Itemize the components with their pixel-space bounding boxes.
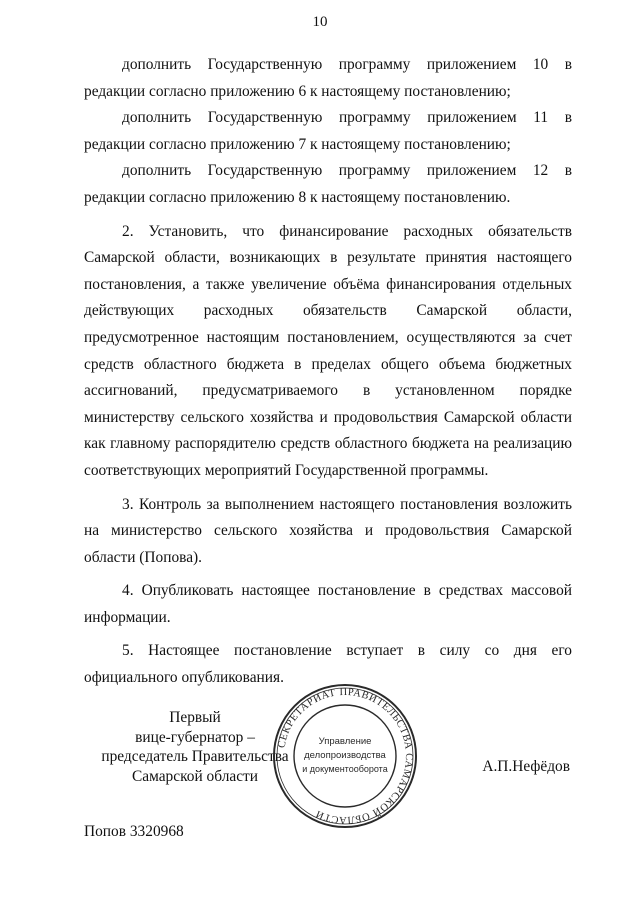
signatory-name: А.П.Нефёдов (482, 758, 570, 775)
seal-inner-line: и документооборота (302, 764, 388, 774)
paragraph-item-4: 4. Опубликовать настоящее постановление в средствах массовой информации. (84, 582, 572, 626)
paragraph-item-2: 2. Установить, что финансирование расходных обязательств Самарской области, возникающих в результате принятия настоящего постановления, а также увеличение объёма финансирования отдельных действующих расходных обязательств Самарской области, предусмотренное настоящим постановлением, осуществляются за счет средств областного бюджета в пределах общего объема бюджетных ассигнований, предусматриваемого в установленном порядке министерству сельского хозяйства и продовольствия Самарской области как главному распорядителю средств областного бюджета на реализацию соответствующих мероприятий Государственной программы. (84, 222, 572, 479)
signatory-title-line: Первый (169, 709, 221, 726)
seal-inner-line: Управление (318, 736, 372, 747)
document-body (84, 52, 572, 692)
seal-inner-line: делопроизводства (304, 750, 386, 761)
paragraph-appendix-10: дополнить Государственную программу приложением 10 в редакции согласно приложению 6 к настоящему постановлению; (84, 56, 572, 100)
paragraph-item-5: 5. Настоящее постановление вступает в силу со дня его официального опубликования. (84, 642, 572, 687)
signatory-title (100, 708, 290, 786)
signatory-title-line: председатель Правительства (101, 748, 289, 765)
author-line: Попов 3320968 (84, 823, 184, 840)
signatory-title-line: Самарской области (131, 767, 258, 785)
paragraph-appendix-12: дополнить Государственную программу приложением 12 в редакции согласно приложению 8 к настоящему постановлению. (84, 162, 572, 206)
page-number: 10 (312, 14, 328, 30)
official-seal (271, 682, 419, 830)
paragraph-item-3: 3. Контроль за выполнением настоящего постановления возложить на министерство сельского хозяйства и продовольствия Самарской области (Попова). (84, 495, 572, 566)
seal-outer-text: СЕКРЕТАРИАТ ПРАВИТЕЛЬСТВА САМАРСКОЙ ОБЛАСТИ (276, 686, 415, 826)
paragraph-appendix-11: дополнить Государственную программу приложением 11 в редакции согласно приложению 7 к настоящему постановлению; (84, 109, 572, 153)
signatory-title-line: вице-губернатор – (135, 728, 255, 746)
